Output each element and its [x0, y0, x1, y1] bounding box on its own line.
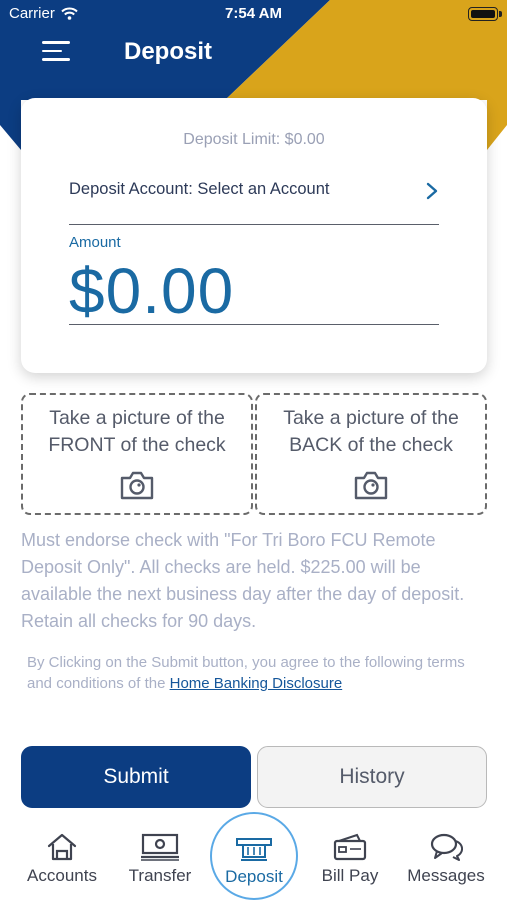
capture-front-button[interactable] [21, 393, 253, 515]
camera-icon [119, 469, 155, 501]
capture-back-button[interactable] [255, 393, 487, 515]
card-wallet-icon [332, 832, 368, 862]
battery-icon [468, 7, 498, 21]
deposit-account-label: Deposit Account: Select an Account [69, 180, 330, 198]
deposit-card [21, 98, 487, 373]
status-time: 7:54 AM [225, 5, 282, 22]
tab-billpay[interactable] [312, 832, 388, 886]
deposit-limit: Deposit Limit: $0.00 [183, 131, 325, 148]
tab-deposit-label: Deposit [225, 867, 283, 886]
terms-notice [27, 652, 487, 694]
home-icon [46, 832, 78, 862]
tab-bar [0, 812, 507, 900]
amount-value: $0.00 [69, 255, 235, 327]
tab-accounts-label: Accounts [27, 866, 97, 885]
tab-accounts[interactable] [22, 832, 102, 886]
check-deposit-icon [234, 836, 274, 862]
chat-bubbles-icon [429, 832, 463, 862]
tab-billpay-label: Bill Pay [321, 866, 379, 885]
banknote-icon [139, 832, 181, 862]
tab-transfer[interactable] [120, 832, 200, 886]
camera-icon [353, 469, 389, 501]
endorsement-notice: Must endorse check with "For Tri Boro FCU Remote Deposit Only". All checks are held. $225.00 will be available the next business day after the day of deposit. Retain all checks for 90 days. [21, 530, 465, 631]
capture-back-label: Take a picture of the BACK of the check [283, 407, 459, 456]
terms-text: By Clicking on the Submit button, you agree to the following terms and conditions of the [27, 654, 465, 692]
history-button[interactable]: History [257, 746, 487, 808]
tab-messages-label: Messages [407, 866, 485, 885]
carrier-label: Carrier [9, 5, 55, 22]
amount-label: Amount [69, 234, 121, 251]
capture-front-label: Take a picture of the FRONT of the check [48, 407, 226, 456]
status-bar [0, 0, 507, 28]
chevron-right-icon [425, 182, 439, 200]
nav-bar [0, 30, 507, 76]
submit-button[interactable]: Submit [21, 746, 251, 808]
hamburger-menu-icon[interactable] [42, 41, 70, 63]
home-banking-disclosure-link[interactable]: Home Banking Disclosure [169, 675, 343, 692]
amount-input[interactable] [69, 250, 439, 325]
deposit-account-selector[interactable] [69, 168, 439, 225]
page-title: Deposit [124, 38, 213, 65]
tab-transfer-label: Transfer [128, 866, 192, 885]
tab-messages[interactable] [402, 832, 490, 886]
tab-deposit[interactable] [210, 812, 298, 900]
